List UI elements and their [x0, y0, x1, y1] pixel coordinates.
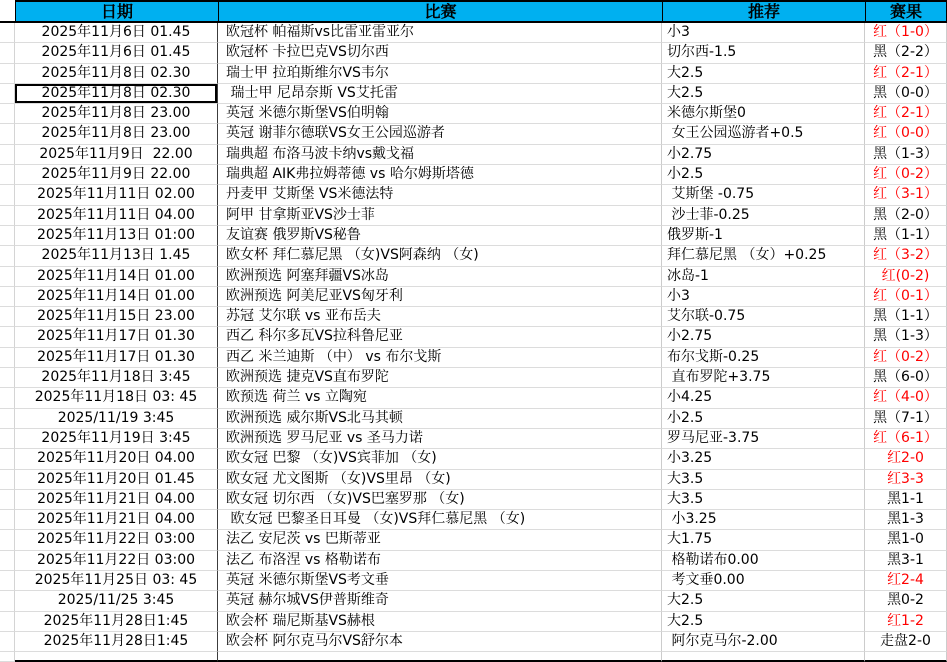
table-row — [0, 145, 947, 165]
tip-cell[interactable]: 大3.5 — [662, 490, 865, 510]
tip-cell[interactable]: 女王公园巡游者+0.5 — [662, 124, 865, 144]
date-cell[interactable]: 2025年11月8日 02.30 — [15, 64, 218, 84]
match-cell[interactable]: 西乙 科尔多瓦VS拉科鲁尼亚 — [218, 327, 662, 347]
tip-cell[interactable]: 艾斯堡 -0.75 — [662, 185, 865, 205]
row-gutter-cell[interactable] — [0, 267, 15, 287]
table-row — [0, 206, 947, 226]
row-gutter-cell[interactable] — [0, 43, 15, 63]
table-row — [0, 368, 947, 388]
result-cell[interactable]: 红（3-2） — [865, 246, 947, 266]
tip-cell[interactable]: 小2.5 — [662, 165, 865, 185]
empty-date-cell[interactable] — [15, 652, 218, 662]
match-cell[interactable]: 瑞典超 布洛马波卡纳vs戴戈福 — [218, 145, 662, 165]
table-row — [0, 470, 947, 490]
match-cell[interactable]: 欧预选 荷兰 vs 立陶宛 — [218, 388, 662, 408]
result-cell[interactable]: 黑（2-2） — [865, 43, 947, 63]
date-cell[interactable]: 2025年11月11日 04.00 — [15, 206, 218, 226]
table-row — [0, 612, 947, 632]
match-cell[interactable]: 欧女冠 切尔西 （女)VS巴塞罗那 （女) — [218, 490, 662, 510]
row-gutter-cell[interactable] — [0, 23, 15, 43]
date-cell[interactable]: 2025年11月25日 03: 45 — [15, 571, 218, 591]
date-cell[interactable]: 2025年11月14日 01.00 — [15, 267, 218, 287]
table-row — [0, 287, 947, 307]
result-cell[interactable]: 红2-4 — [865, 571, 947, 591]
table-row — [0, 104, 947, 124]
match-cell[interactable]: 丹麦甲 艾斯堡 VS米德法特 — [218, 185, 662, 205]
tip-cell[interactable]: 阿尔克马尔-2.00 — [662, 632, 865, 652]
tip-cell[interactable]: 直布罗陀+3.75 — [662, 368, 865, 388]
match-cell[interactable]: 欧洲预选 威尔斯VS北马其顿 — [218, 409, 662, 429]
tip-cell[interactable]: 小3 — [662, 287, 865, 307]
table-row — [0, 185, 947, 205]
table-row — [0, 267, 947, 287]
result-cell[interactable]: 红（4-0） — [865, 388, 947, 408]
table-row — [0, 348, 947, 368]
match-cell[interactable]: 瑞典超 AIK弗拉姆蒂德 vs 哈尔姆斯塔德 — [218, 165, 662, 185]
table-row — [0, 124, 947, 144]
tip-cell[interactable]: 小4.25 — [662, 388, 865, 408]
table-row — [0, 43, 947, 63]
table-row — [0, 632, 947, 652]
row-gutter-cell[interactable] — [0, 287, 15, 307]
match-cell[interactable]: 欧女冠 尤文图斯 （女)VS里昂 （女) — [218, 470, 662, 490]
table-row — [0, 388, 947, 408]
result-cell[interactable]: 黑（1-1） — [865, 307, 947, 327]
match-cell[interactable]: 欧冠杯 帕福斯vs比雷亚雷亚尔 — [218, 23, 662, 43]
empty-gutter-cell[interactable] — [0, 652, 15, 662]
empty-match-cell[interactable] — [218, 652, 662, 662]
match-cell[interactable]: 友谊赛 俄罗斯VS秘鲁 — [218, 226, 662, 246]
result-cell[interactable]: 走盘2-0 — [865, 632, 947, 652]
match-cell[interactable]: 西乙 米兰迪斯 （中） vs 布尔戈斯 — [218, 348, 662, 368]
date-cell[interactable]: 2025年11月13日 01:00 — [15, 226, 218, 246]
date-cell[interactable]: 2025年11月8日 02.30 — [15, 84, 218, 104]
table-row — [0, 23, 947, 43]
row-gutter-cell[interactable] — [0, 327, 15, 347]
match-cell[interactable]: 瑞士甲 拉珀斯维尔VS韦尔 — [218, 64, 662, 84]
date-cell[interactable]: 2025年11月6日 01.45 — [15, 23, 218, 43]
table-row — [0, 307, 947, 327]
result-cell[interactable]: 红（0-2） — [865, 165, 947, 185]
date-cell[interactable]: 2025年11月6日 01.45 — [15, 43, 218, 63]
row-gutter-cell[interactable] — [0, 307, 15, 327]
result-cell[interactable]: 红1-2 — [865, 612, 947, 632]
result-cell[interactable]: 红3-3 — [865, 470, 947, 490]
match-cell[interactable]: 法乙 安尼茨 vs 巴斯蒂亚 — [218, 530, 662, 550]
result-cell[interactable]: 黑3-1 — [865, 551, 947, 571]
row-gutter-cell[interactable] — [0, 470, 15, 490]
date-cell[interactable]: 2025年11月13日 1.45 — [15, 246, 218, 266]
date-cell[interactable]: 2025年11月15日 23.00 — [15, 307, 218, 327]
date-cell[interactable]: 2025/11/25 3:45 — [15, 591, 218, 611]
date-cell[interactable]: 2025年11月9日 22.00 — [15, 145, 218, 165]
header-row — [0, 0, 947, 23]
tip-cell[interactable]: 小2.5 — [662, 409, 865, 429]
tip-cell[interactable]: 罗马尼亚-3.75 — [662, 429, 865, 449]
tip-cell[interactable]: 大2.5 — [662, 84, 865, 104]
tip-cell[interactable]: 布尔戈斯-0.25 — [662, 348, 865, 368]
tip-cell[interactable]: 考文垂0.00 — [662, 571, 865, 591]
result-cell[interactable]: 红2-0 — [865, 449, 947, 469]
header-match[interactable]: 比赛 — [218, 0, 662, 23]
result-cell[interactable]: 黑（6-0） — [865, 368, 947, 388]
match-cell[interactable]: 欧洲预选 阿美尼亚VS匈牙利 — [218, 287, 662, 307]
table-row — [0, 571, 947, 591]
table-row — [0, 246, 947, 266]
result-cell[interactable]: 红（3-1） — [865, 185, 947, 205]
date-cell[interactable]: 2025年11月9日 22.00 — [15, 165, 218, 185]
date-cell[interactable]: 2025年11月18日 3:45 — [15, 368, 218, 388]
match-cell[interactable]: 欧洲预选 捷克VS直布罗陀 — [218, 368, 662, 388]
table-row — [0, 327, 947, 347]
table-body — [0, 23, 947, 652]
table-row — [0, 84, 947, 104]
tip-cell[interactable]: 小2.75 — [662, 327, 865, 347]
row-gutter-cell[interactable] — [0, 510, 15, 530]
header-date[interactable]: 日期 — [15, 0, 218, 23]
result-cell[interactable]: 黑（7-1） — [865, 409, 947, 429]
row-gutter-cell[interactable] — [0, 490, 15, 510]
header-tip[interactable]: 推荐 — [662, 0, 865, 23]
date-cell[interactable]: 2025年11月8日 23.00 — [15, 124, 218, 144]
match-cell[interactable]: 欧洲预选 阿塞拜疆VS冰岛 — [218, 267, 662, 287]
match-cell[interactable]: 英冠 赫尔城VS伊普斯维奇 — [218, 591, 662, 611]
tip-cell[interactable]: 大2.5 — [662, 612, 865, 632]
tip-cell[interactable]: 俄罗斯-1 — [662, 226, 865, 246]
empty-row — [0, 652, 947, 662]
result-cell[interactable]: 红（0-1） — [865, 287, 947, 307]
result-cell[interactable]: 红(0-2) — [865, 267, 947, 287]
match-cell[interactable]: 苏冠 艾尔联 vs 亚布岳夫 — [218, 307, 662, 327]
date-cell[interactable]: 2025/11/19 3:45 — [15, 409, 218, 429]
match-cell[interactable]: 欧会杯 瑞尼斯基VS赫根 — [218, 612, 662, 632]
result-cell[interactable]: 黑（0-0） — [865, 84, 947, 104]
row-gutter-cell[interactable] — [0, 348, 15, 368]
row-gutter-cell[interactable] — [0, 104, 15, 124]
row-gutter-cell[interactable] — [0, 571, 15, 591]
tip-cell[interactable]: 切尔西-1.5 — [662, 43, 865, 63]
row-gutter-cell[interactable] — [0, 185, 15, 205]
result-cell[interactable]: 黑0-2 — [865, 591, 947, 611]
date-cell[interactable]: 2025年11月17日 01.30 — [15, 327, 218, 347]
result-cell[interactable]: 红（2-1） — [865, 104, 947, 124]
row-gutter-cell[interactable] — [0, 429, 15, 449]
match-cell[interactable]: 欧会杯 阿尔克马尔VS舒尔本 — [218, 632, 662, 652]
empty-result-cell[interactable] — [865, 652, 947, 662]
date-cell[interactable]: 2025年11月14日 01.00 — [15, 287, 218, 307]
tip-cell[interactable]: 冰岛-1 — [662, 267, 865, 287]
tip-cell[interactable]: 大2.5 — [662, 64, 865, 84]
tip-cell[interactable]: 格勒诺布0.00 — [662, 551, 865, 571]
row-gutter-cell[interactable] — [0, 246, 15, 266]
row-gutter-cell[interactable] — [0, 388, 15, 408]
result-cell[interactable]: 黑（1-3） — [865, 327, 947, 347]
tip-cell[interactable]: 大2.5 — [662, 591, 865, 611]
empty-tip-cell[interactable] — [662, 652, 865, 662]
row-gutter-cell[interactable] — [0, 84, 15, 104]
result-cell[interactable]: 红（0-2） — [865, 348, 947, 368]
row-gutter-cell[interactable] — [0, 591, 15, 611]
table-row — [0, 226, 947, 246]
table-row — [0, 165, 947, 185]
row-gutter-cell[interactable] — [0, 368, 15, 388]
match-cell[interactable]: 欧女杯 拜仁慕尼黑 （女)VS阿森纳 （女) — [218, 246, 662, 266]
row-gutter-cell[interactable] — [0, 530, 15, 550]
date-cell[interactable]: 2025年11月20日 01.45 — [15, 470, 218, 490]
tip-cell[interactable]: 小2.75 — [662, 145, 865, 165]
result-cell[interactable]: 黑1-1 — [865, 490, 947, 510]
row-gutter-cell[interactable] — [0, 226, 15, 246]
row-gutter-cell[interactable] — [0, 165, 15, 185]
date-cell[interactable]: 2025年11月20日 04.00 — [15, 449, 218, 469]
result-cell[interactable]: 黑（2-0） — [865, 206, 947, 226]
match-cell[interactable]: 英冠 米德尔斯堡VS考文垂 — [218, 571, 662, 591]
match-cell[interactable]: 欧女冠 巴黎 （女)VS宾菲加 （女) — [218, 449, 662, 469]
table-row — [0, 490, 947, 510]
result-cell[interactable]: 红（6-1） — [865, 429, 947, 449]
date-cell[interactable]: 2025年11月18日 03: 45 — [15, 388, 218, 408]
match-cell[interactable]: 欧冠杯 卡拉巴克VS切尔西 — [218, 43, 662, 63]
match-cell[interactable]: 欧女冠 巴黎圣日耳曼 （女)VS拜仁慕尼黑 （女) — [218, 510, 662, 530]
row-gutter-cell[interactable] — [0, 409, 15, 429]
row-gutter-cell[interactable] — [0, 124, 15, 144]
result-cell[interactable]: 黑1-0 — [865, 530, 947, 550]
date-cell[interactable]: 2025年11月28日1:45 — [15, 632, 218, 652]
table-row — [0, 551, 947, 571]
date-cell[interactable]: 2025年11月19日 3:45 — [15, 429, 218, 449]
result-cell[interactable]: 黑（1-1） — [865, 226, 947, 246]
row-gutter-cell[interactable] — [0, 449, 15, 469]
row-gutter-cell[interactable] — [0, 206, 15, 226]
match-cell[interactable]: 瑞士甲 尼昂奈斯 VS艾托雷 — [218, 84, 662, 104]
row-gutter-cell[interactable] — [0, 551, 15, 571]
row-gutter-cell[interactable] — [0, 612, 15, 632]
tip-cell[interactable]: 小3.25 — [662, 510, 865, 530]
match-cell[interactable]: 英冠 谢菲尔德联VS女王公园巡游者 — [218, 124, 662, 144]
result-cell[interactable]: 黑（1-3） — [865, 145, 947, 165]
tip-cell[interactable]: 大1.75 — [662, 530, 865, 550]
date-cell[interactable]: 2025年11月22日 03:00 — [15, 530, 218, 550]
tip-cell[interactable]: 大3.5 — [662, 470, 865, 490]
table-row — [0, 409, 947, 429]
result-cell[interactable]: 黑1-3 — [865, 510, 947, 530]
result-cell[interactable]: 红（1-0） — [865, 23, 947, 43]
table-row — [0, 449, 947, 469]
result-cell[interactable]: 红（2-1） — [865, 64, 947, 84]
table-row — [0, 429, 947, 449]
tip-cell[interactable]: 米德尔斯堡0 — [662, 104, 865, 124]
date-cell[interactable]: 2025年11月21日 04.00 — [15, 510, 218, 530]
row-gutter-cell[interactable] — [0, 145, 15, 165]
header-result[interactable]: 赛果 — [865, 0, 947, 23]
date-cell[interactable]: 2025年11月28日1:45 — [15, 612, 218, 632]
table-row — [0, 591, 947, 611]
table-row — [0, 64, 947, 84]
match-cell[interactable]: 法乙 布洛涅 vs 格勒诺布 — [218, 551, 662, 571]
table-row — [0, 530, 947, 550]
result-cell[interactable]: 红（0-0） — [865, 124, 947, 144]
row-gutter-cell[interactable] — [0, 632, 15, 652]
tip-cell[interactable]: 小3 — [662, 23, 865, 43]
date-cell[interactable]: 2025年11月17日 01.30 — [15, 348, 218, 368]
date-cell[interactable]: 2025年11月11日 02.00 — [15, 185, 218, 205]
table-row — [0, 510, 947, 530]
match-cell[interactable]: 英冠 米德尔斯堡VS伯明翰 — [218, 104, 662, 124]
tip-cell[interactable]: 拜仁慕尼黑 （女）+0.25 — [662, 246, 865, 266]
tip-cell[interactable]: 艾尔联-0.75 — [662, 307, 865, 327]
tip-cell[interactable]: 沙士菲-0.25 — [662, 206, 865, 226]
match-cell[interactable]: 欧洲预选 罗马尼亚 vs 圣马力诺 — [218, 429, 662, 449]
match-cell[interactable]: 阿甲 甘拿斯亚VS沙士菲 — [218, 206, 662, 226]
header-gutter — [0, 0, 15, 23]
tip-cell[interactable]: 小3.25 — [662, 449, 865, 469]
date-cell[interactable]: 2025年11月22日 03:00 — [15, 551, 218, 571]
date-cell[interactable]: 2025年11月8日 23.00 — [15, 104, 218, 124]
date-cell[interactable]: 2025年11月21日 04.00 — [15, 490, 218, 510]
row-gutter-cell[interactable] — [0, 64, 15, 84]
